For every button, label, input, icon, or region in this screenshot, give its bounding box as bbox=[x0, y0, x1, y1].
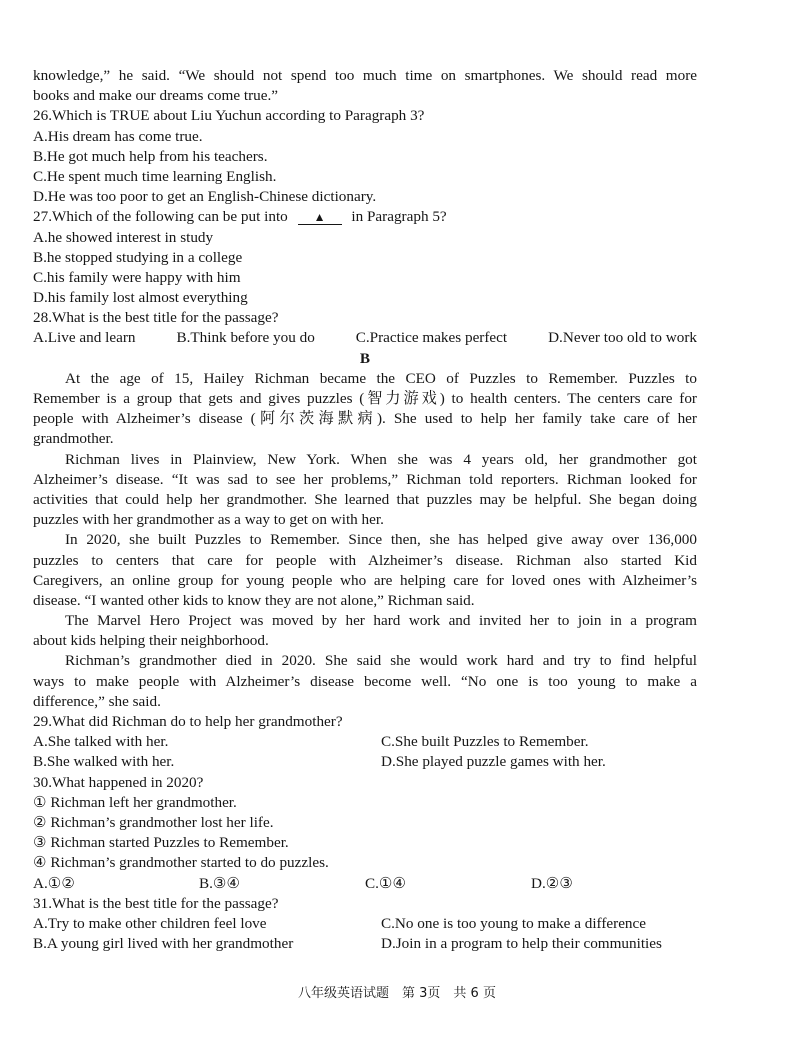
q31-option-b: B.A young girl lived with her grandmother bbox=[33, 935, 294, 953]
q29-option-c: C.She built Puzzles to Remember. bbox=[381, 733, 589, 751]
paragraph-line: In 2020, she built Puzzles to Remember. Since then, she has helped give away over 136,000 bbox=[65, 531, 697, 549]
q30-option-a: A.①② bbox=[33, 874, 75, 892]
paragraph-line: puzzles with her grandmother as a way to get on with her. bbox=[33, 511, 384, 529]
paragraph-line: Caregivers, an online group for young people who are helping care for loved ones with Alzheimer’s bbox=[33, 571, 697, 589]
q29-option-d: D.She played puzzle games with her. bbox=[381, 753, 606, 771]
q30-option-c: C.①④ bbox=[365, 874, 407, 892]
paragraph-line: The Marvel Hero Project was moved by her hard work and invited her to join in a program bbox=[65, 612, 697, 630]
q30-option-d: D.②③ bbox=[531, 874, 573, 892]
paragraph-line: puzzles to centers that care for people with Alzheimer’s disease. Richman also started Kid bbox=[33, 551, 697, 569]
question-31: 31.What is the best title for the passage? bbox=[33, 894, 279, 912]
q30-item-1: ① Richman left her grandmother. bbox=[33, 793, 237, 811]
q29-options-row-1 bbox=[33, 732, 697, 752]
q30-item-4: ④ Richman’s grandmother started to do puzzles. bbox=[33, 854, 329, 872]
page-footer: 八年级英语试题 第 3页 共 6 页 bbox=[298, 986, 496, 1001]
q29-options-row-2 bbox=[33, 752, 697, 772]
q30-options bbox=[33, 874, 697, 894]
q31-option-c: C.No one is too young to make a difference bbox=[381, 914, 647, 932]
q28-option-d: D.Never too old to work bbox=[548, 329, 697, 347]
q26-option-a: A.His dream has come true. bbox=[33, 127, 203, 145]
q28-option-c: C.Practice makes perfect bbox=[355, 329, 508, 347]
paragraph-line: about kids helping their neighborhood. bbox=[33, 632, 269, 650]
paragraph-line: difference,” she said. bbox=[33, 692, 161, 710]
q31-options-row-2 bbox=[33, 934, 697, 954]
q26-option-b: B.He got much help from his teachers. bbox=[33, 147, 268, 165]
paragraph-line: ways to make people with Alzheimer’s disease become well. “No one is too young to make a bbox=[33, 672, 697, 690]
q26-option-d: D.He was too poor to get an English-Chinese dictionary. bbox=[33, 188, 377, 206]
exam-page bbox=[33, 66, 697, 954]
q31-option-a: A.Try to make other children feel love bbox=[33, 914, 267, 932]
passage-b-paragraph-4 bbox=[33, 611, 697, 651]
paragraph-line: disease. “I wanted other kids to know they are not alone,” Richman said. bbox=[33, 591, 475, 609]
paragraph-line: Remember is a group that gets and gives puzzles (智力游戏) to health centers. The centers care for bbox=[33, 390, 697, 407]
passage-b-paragraph-5 bbox=[33, 651, 697, 712]
q31-options-row-1 bbox=[33, 914, 697, 934]
question-26: 26.Which is TRUE about Liu Yuchun according to Paragraph 3? bbox=[33, 107, 425, 125]
q27-text-before: 27.Which of the following can be put into bbox=[33, 208, 288, 226]
q26-option-c: C.He spent much time learning English. bbox=[33, 167, 277, 185]
question-27 bbox=[33, 207, 697, 227]
paragraph-line: grandmother. bbox=[33, 430, 114, 448]
passage-a-tail-line-2: books and make our dreams come true.” bbox=[33, 87, 279, 105]
q30-item-2: ② Richman’s grandmother lost her life. bbox=[33, 813, 274, 831]
paragraph-line: activities that could help her grandmother. She learned that puzzles may be helpful. She began doing bbox=[33, 490, 697, 508]
q29-option-b: B.She walked with her. bbox=[33, 753, 175, 771]
q27-option-a: A.he showed interest in study bbox=[33, 228, 214, 246]
q31-option-d: D.Join in a program to help their communities bbox=[381, 935, 662, 953]
paragraph-line: people with Alzheimer’s disease (阿尔茨海默病). She used to help her family take care of her bbox=[33, 410, 697, 428]
q28-option-a: A.Live and learn bbox=[33, 329, 136, 347]
passage-b-paragraph-3 bbox=[33, 530, 697, 611]
question-28: 28.What is the best title for the passage? bbox=[33, 309, 279, 327]
q28-options bbox=[33, 328, 697, 348]
q29-option-a: A.She talked with her. bbox=[33, 733, 169, 751]
question-30: 30.What happened in 2020? bbox=[33, 773, 204, 791]
paragraph-line: Alzheimer’s disease. “It was sad to see her problems,” Richman told reporters. Richman looked for bbox=[33, 470, 697, 488]
answer-blank: ▲ bbox=[298, 210, 342, 225]
q27-option-c: C.his family were happy with him bbox=[33, 268, 241, 286]
passage-b-paragraph-2 bbox=[33, 450, 697, 531]
q27-option-b: B.he stopped studying in a college bbox=[33, 248, 243, 266]
q30-option-b: B.③④ bbox=[199, 874, 241, 892]
paragraph-line: Richman lives in Plainview, New York. When she was 4 years old, her grandmother got bbox=[65, 450, 697, 468]
q30-item-3: ③ Richman started Puzzles to Remember. bbox=[33, 834, 289, 852]
paragraph-line: Richman’s grandmother died in 2020. She said she would work hard and try to find helpful bbox=[65, 652, 697, 670]
passage-b-paragraph-1 bbox=[33, 369, 697, 450]
passage-a-tail-line-1: knowledge,” he said. “We should not spend too much time on smartphones. We should read more bbox=[33, 67, 697, 84]
paragraph-line: At the age of 15, Hailey Richman became the CEO of Puzzles to Remember. Puzzles to bbox=[65, 369, 697, 387]
q27-option-d: D.his family lost almost everything bbox=[33, 289, 248, 307]
section-heading: B bbox=[359, 349, 371, 367]
question-29: 29.What did Richman do to help her grandmother? bbox=[33, 713, 343, 730]
q28-option-b: B.Think before you do bbox=[176, 329, 315, 347]
q27-text-after: in Paragraph 5? bbox=[351, 208, 447, 226]
